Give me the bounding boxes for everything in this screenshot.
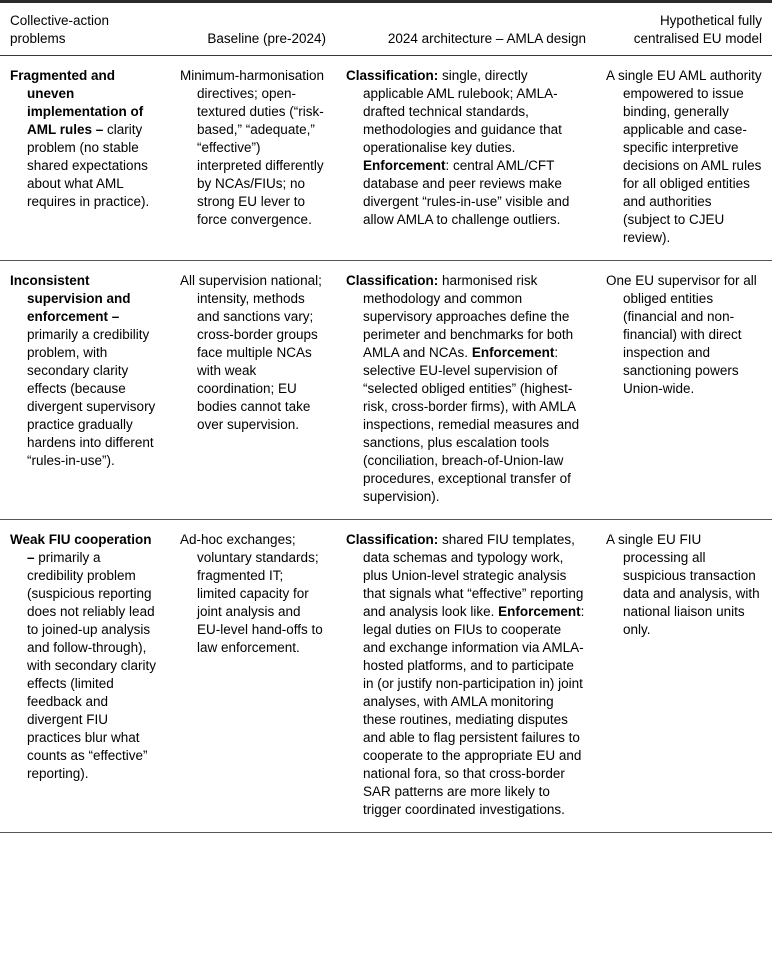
enforcement-label: Enforcement: [363, 157, 446, 173]
classification-text: shared FIU templates, data schemas and typology work, plus Union-level strategic analysis that signals what “effective” reporting and analysis look like.: [363, 531, 584, 620]
cell-problem: [0, 519, 170, 832]
cell-baseline: [170, 519, 336, 832]
problem-title: Weak FIU cooperation –: [10, 531, 152, 565]
table-row: [0, 519, 772, 832]
column-header-baseline: Baseline (pre-2024): [207, 30, 326, 46]
hypothetical-text: A single EU AML authority empowered to issue binding, generally applicable and case-specific interpretive decisions on AML rules for all obliged entities and authorities (subject to CJEU review).: [606, 67, 762, 245]
table-header: [0, 2, 772, 56]
enforcement-label: Enforcement: [498, 604, 581, 620]
table-row: [0, 260, 772, 519]
header-row: [0, 2, 772, 56]
table-row: [0, 55, 772, 260]
problem-title: Inconsistent supervision and enforcement –: [10, 272, 131, 324]
enforcement-text: : central AML/CFT database and peer reviews make divergent “rules-in-use” visible and allow AMLA to challenge outliers.: [363, 157, 570, 227]
classification-text: single, directly applicable AML rulebook; AMLA-drafted technical standards, methodologies and guidance that operationalise key duties.: [363, 67, 562, 155]
architecture-text: [346, 272, 586, 506]
cell-hypothetical: [596, 55, 772, 260]
cell-problem: [0, 260, 170, 519]
column-header-problems: Collective-action problems: [10, 13, 110, 46]
cell-architecture: [336, 260, 596, 519]
baseline-text: Ad-hoc exchanges; voluntary standards; fragmented IT; limited capacity for joint analysis and EU-level hand-offs to law enforcement.: [180, 531, 323, 656]
cell-baseline: [170, 55, 336, 260]
enforcement-text: : selective EU-level supervision of “selected obliged entities” (highest-risk, cross-border firms), with AMLA inspections, remedial measures and sanctions, plus escalation tools (conciliation, breach-of-Union-law procedures, exceptional transfer of supervision).: [363, 344, 580, 504]
problem-description: [10, 531, 160, 783]
column-header-hypothetical: Hypothetical fully centralised EU model: [633, 13, 762, 46]
hypothetical-text: One EU supervisor for all obliged entities (financial and non-financial) with direct inspection and sanctioning powers Union-wide.: [606, 272, 757, 396]
hypothetical-text: A single EU FIU processing all suspicious transaction data and analysis, with national liaison units only.: [606, 531, 760, 638]
baseline-text: All supervision national; intensity, methods and sanctions vary; cross-border groups face multiple NCAs with weak coordination; EU bodies cannot take over supervision.: [180, 272, 322, 432]
cell-architecture: [336, 519, 596, 832]
problem-description: [10, 272, 160, 470]
cell-problem: [0, 55, 170, 260]
problem-detail: primarily a credibility problem, with secondary clarity effects (because divergent supervisory practice gradually hardens into different “rules-in-use”).: [27, 326, 156, 468]
classification-label: Classification:: [346, 67, 439, 83]
problem-detail: clarity problem (no stable shared expectations about what AML requires in practice).: [27, 121, 150, 209]
cell-baseline: [170, 260, 336, 519]
enforcement-label: Enforcement: [471, 344, 555, 360]
classification-label: Classification:: [346, 531, 439, 547]
cell-hypothetical: [596, 260, 772, 519]
architecture-text: [346, 531, 586, 819]
column-header-architecture: 2024 architecture – AMLA design: [387, 30, 586, 46]
architecture-text: [346, 67, 586, 229]
problem-description: [10, 67, 160, 211]
enforcement-text: : legal duties on FIUs to cooperate and exchange information via AMLA-hosted platforms, and to participate in (or justify non-participation in) joint analyses, with AMLA monitoring these routines, mediating disputes and able to flag persistent failures to cooperate to the appropriate EU and national fora, so that cross-border SAR patterns are more likely to trigger coordinated investigations.: [363, 604, 585, 818]
problem-detail: primarily a credibility problem (suspicious reporting does not reliably lead to joined-up analysis and follow-through), with secondary clarity effects (limited feedback and divergent FIU practices blur what counts as “effective” reporting).: [27, 550, 157, 782]
classification-label: Classification:: [346, 272, 439, 288]
table-body: [0, 55, 772, 833]
problem-title: Fragmented and uneven implementation of AML rules –: [10, 67, 144, 137]
baseline-text: Minimum-harmonisation directives; open-textured duties (“risk-based,” “adequate,” “effective”) interpreted differently by NCAs/FIUs; no strong EU lever to force convergence.: [180, 67, 325, 227]
classification-text: harmonised risk methodology and common supervisory approaches define the perimeter and benchmarks for both AMLA and NCAs.: [363, 272, 574, 360]
cell-hypothetical: [596, 519, 772, 832]
cell-architecture: [336, 55, 596, 260]
